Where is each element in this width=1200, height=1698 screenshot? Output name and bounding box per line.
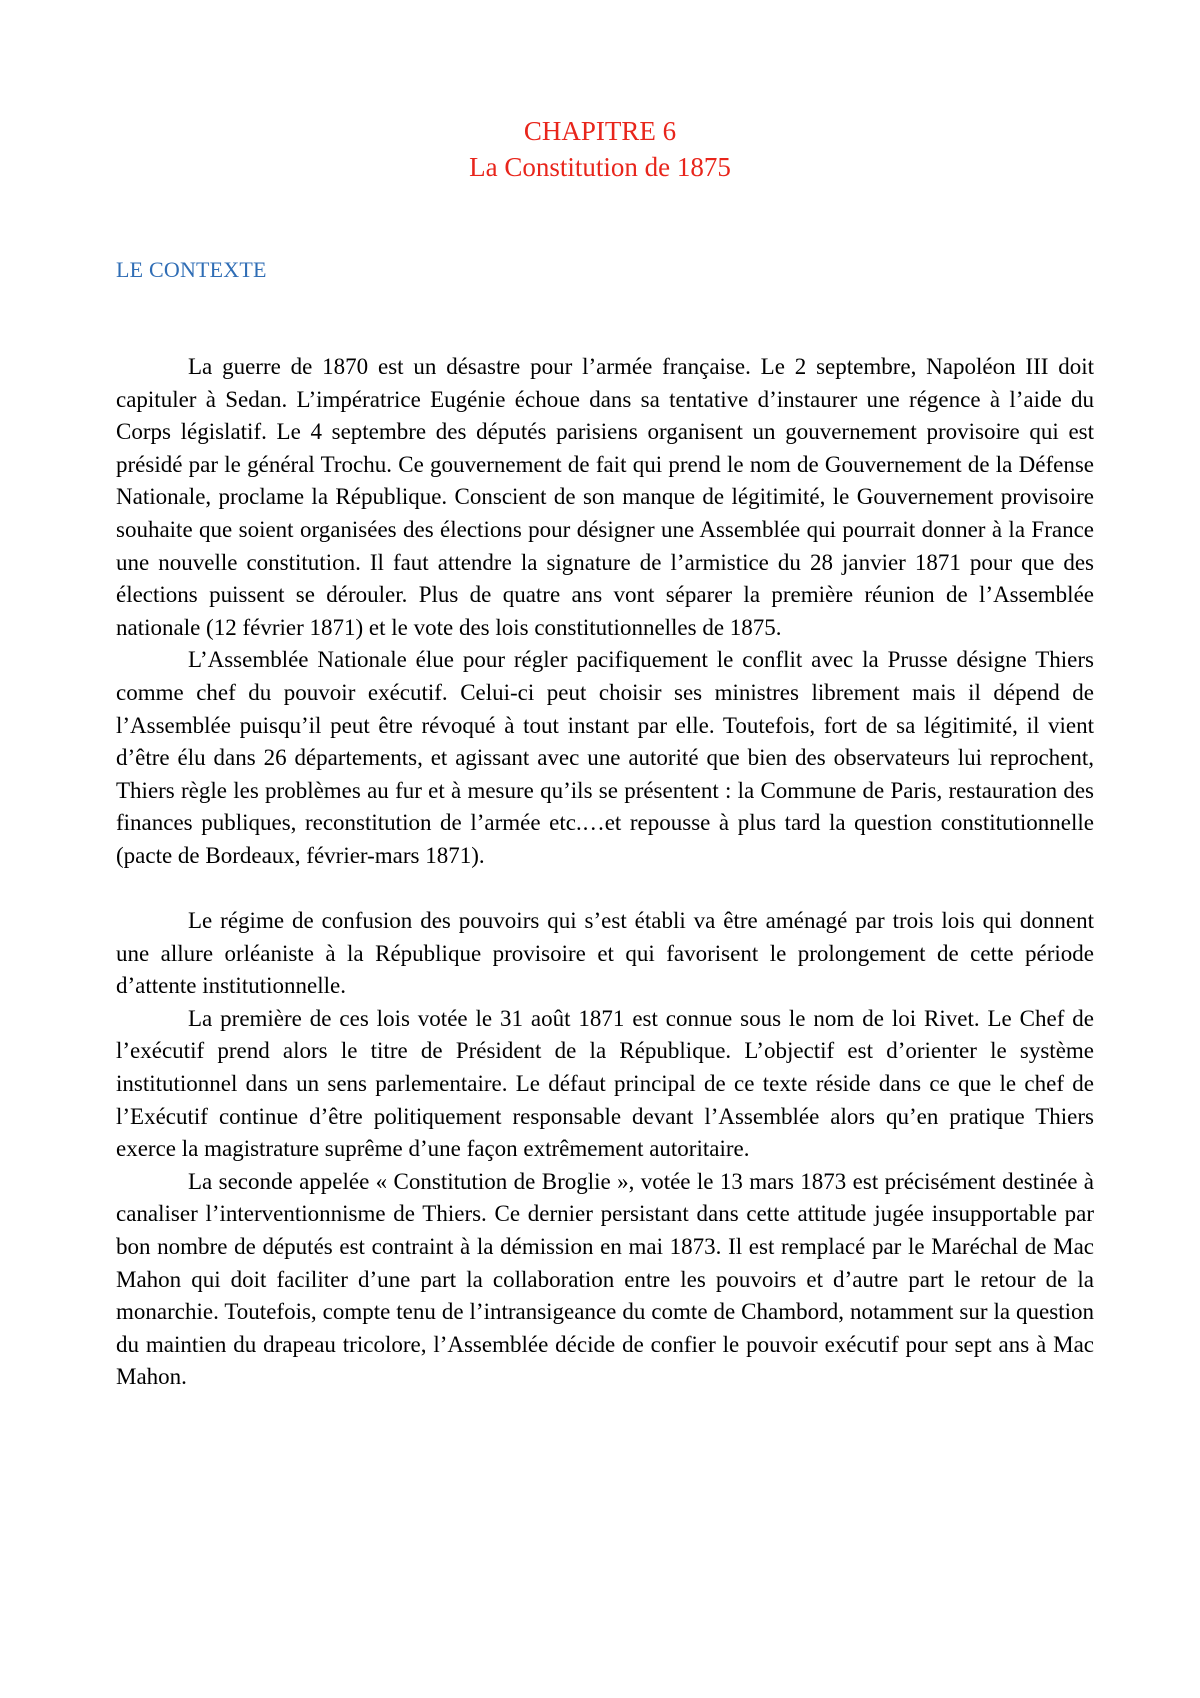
paragraph: L’Assemblée Nationale élue pour régler pacifiquement le conflit avec la Prusse désigne Thiers comme chef du pouvoir exécutif. Celui-ci peut choisir ses ministres librement mais il dépend de l’Assemblée puisqu’il peut être révoqué à tout instant par elle. Toutefois, fort de sa légitimité, il vient d’être élu dans 26 départements, et agissant avec une autorité que bien des observateurs lui reprochent, Thiers règle les problèmes au fur et à mesure qu’ils se présentent : la Commune de Paris, restauration des finances publiques, reconstitution de l’armée etc.…et repousse à plus tard la question constitutionnelle (pacte de Bordeaux, février-mars 1871). <box>116 647 1094 868</box>
chapter-heading <box>0 113 1200 185</box>
paragraph: La guerre de 1870 est un désastre pour l’armée française. Le 2 septembre, Napoléon III doit capituler à Sedan. L’impératrice Eugénie échoue dans sa tentative d’instaurer une régence à l’aide du Corps législatif. Le 4 septembre des députés parisiens organisent un gouvernement provisoire qui est présidé par le général Trochu. Ce gouvernement de fait qui prend le nom de Gouvernement de la Défense Nationale, proclame la République. Conscient de son manque de légitimité, le Gouvernement provisoire souhaite que soient organisées des élections pour désigner une Assemblée qui pourrait donner à la France une nouvelle constitution. Il faut attendre la signature de l’armistice du 28 janvier 1871 pour que des élections puissent se dérouler. Plus de quatre ans vont séparer la première réunion de l’Assemblée nationale (12 février 1871) et le vote des lois constitutionnelles de 1875. <box>116 354 1094 640</box>
paragraph: Le régime de confusion des pouvoirs qui s’est établi va être aménagé par trois lois qui donnent une allure orléaniste à la République provisoire et qui favorisent le prolongement de cette période d’attente institutionnelle. <box>116 908 1094 999</box>
chapter-number: CHAPITRE 6 <box>523 116 677 146</box>
paragraph: La seconde appelée « Constitution de Broglie », votée le 13 mars 1873 est précisément destinée à canaliser l’interventionnisme de Thiers. Ce dernier persistant dans cette attitude jugée insupportable par bon nombre de députés est contraint à la démission en mai 1873. Il est remplacé par le Maréchal de Mac Mahon qui doit faciliter d’une part la collaboration entre les pouvoirs et d’autre part le retour de la monarchie. Toutefois, compte tenu de l’intransigeance du comte de Chambord, notamment sur la question du maintien du drapeau tricolore, l’Assemblée décide de confier le pouvoir exécutif pour sept ans à Mac Mahon. <box>116 1168 1094 1390</box>
body-text <box>116 351 1094 1394</box>
paragraph: La première de ces lois votée le 31 août 1871 est connue sous le nom de loi Rivet. Le Chef de l’exécutif prend alors le titre de Président de la République. L’objectif est d’orienter le système institutionnel dans un sens parlementaire. Le défaut principal de ce texte réside dans ce que le chef de l’Exécutif continue d’être politiquement responsable devant l’Assemblée alors qu’en pratique Thiers exerce la magistrature suprême d’une façon extrêmement autoritaire. <box>116 1005 1094 1162</box>
section-heading: LE CONTEXTE <box>116 257 267 282</box>
chapter-title: La Constitution de 1875 <box>469 152 731 182</box>
